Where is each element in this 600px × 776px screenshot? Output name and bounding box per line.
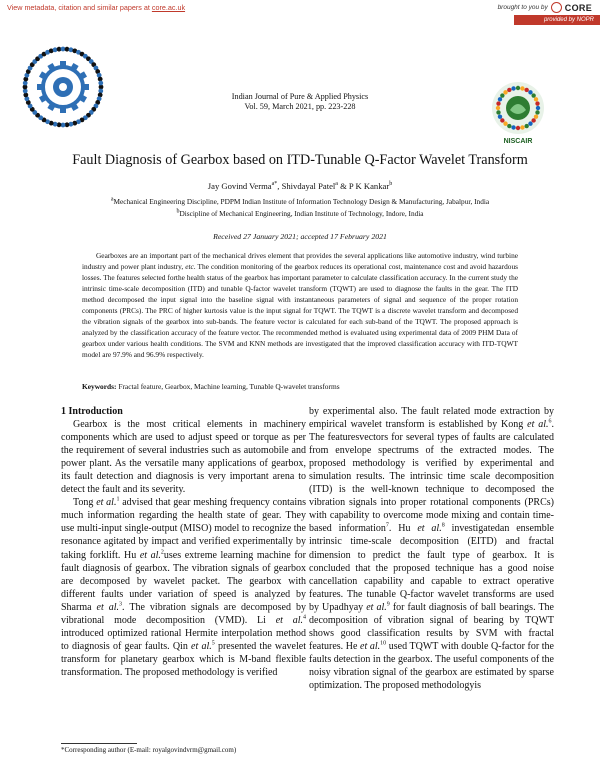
csir-emblem-icon [20,44,106,130]
intro-paragraph-3: by experimental also. The fault related mode extraction by empirical wavelet transform is established by Kong et al.$^6$. The featuresvectors for several types of faults are calculated from envelope spectrums of the extracted modes. The proposed methodology is verified by experimental and simulation results. The intrinsic time scale decomposition (ITD) is the well-known technique to decomposed the vibration signals into proper rotational components (PRCs) with capability to overcome mode mixing and contain time-based information$^7$. Hu et al.$^8$ investigatedan ensemble intrinsic time-scale decomposition (EITD) and fractal dimension to predict the fault type of gearbox. It is concluded that the proposed technique has a good noise cancellation capability and capable to extract operative features. The tunable Q-factor wavelet transforms are used by Upadhyay et al.$^9$ for fault diagnosis of ball bearings. The decomposition of vibration signal of bearing by TQWT shows good classification results by SVM with fractal features. He et al.$^{10}$ used TQWT with double Q-factor for the faults detection in the gearbox. The useful components of the noisy vibration signal of the gearbox are estimated by sparse optimization. The proposed methodologyis [309,406,554,691]
core-brand-name: CORE [564,2,592,13]
niscair-logo-icon [490,80,546,136]
journal-name: Indian Journal of Pure & Applied Physics [231,92,369,101]
core-banner [0,0,600,26]
intro-left-column [61,405,306,679]
brought-text: brought to you by [497,4,548,11]
core-metadata-link[interactable]: View metadata, citation and similar papers at core.ac.uk [7,3,186,12]
intro-paragraph-1: Gearbox is the most critical elements in machinery components which are used to adjust speed or torque as per the requirement of several industries such as automobile and power plant. As the versatile many applications of gearbox, its fault detection and diagnosis is very important arena to detect the fault and its severity. [61,419,306,496]
abstract: Gearboxes are an important part of the mechanical drives element that provides the several applications like automotive industry, wind turbine industry and power plant industry, etc. The condition monitoring of the gearbox reduces its operational cost, maintenance cost and avoid hazardous losses. The features selected forthe health status of the gearbox has important parameter to calculate classification accuracy. In the current study the intrinsic time-scale decomposition (ITD) and tunable Q-factor wavelet transform (TQWT) are used to diagnose the faults in the gear. The ITD method decomposed the input signal into the baseline signal with instantaneous parameters of signal and sequence of the proper rotation components (PRCs). The PRC of higher kurtosis value is the input signal for TQWT. The TQWT is a discrete wavelet transform and decomposed the vibration signals of the gearbox into sub-bands. The feature vector is calculated for each sub-band of the TQWT. The proposed approach is analyzed by the classification accuracy of the feature vector. The recommended method is evaluated using experimental data of 2009 PHM Data of gearbox under various health conditions. The SVM and KNN methods are investigated that the improved classification accuracy with ITD-TQWT model are 97.9% and 96.9% respectively. [82,251,518,360]
section-heading: 1 Introduction [61,406,123,417]
journal-volume: Vol. 59, March 2021, pp. 223-228 [244,102,356,111]
keywords: Keywords: Fractal feature, Gearbox, Machine learning, Tunable Q-wavelet transforms [82,382,340,391]
intro-right-column [309,405,554,692]
author-list: Jay Govind Verma$^{a*}$, Shivdayal Patel$^a$ & P K Kankar$^b$ [207,181,393,191]
affiliation-a: $^a$Mechanical Engineering Discipline, PDPM Indian Institute of Information Technology Design & Manufacturing, Jabalpur, India [110,196,490,206]
provided-by-badge: provided by NOPR [514,15,600,25]
corresponding-author-footnote: *Corresponding author (E-mail: royalgovindvrm@gmail.com) [61,746,237,754]
footnote-rule [61,743,137,744]
received-date: Received 27 January 2021; accepted 17 February 2021 [213,232,387,241]
affiliation-b: $^b$Discipline of Mechanical Engineering, Indian Institute of Technology, Indore, India [176,208,424,218]
core-brand[interactable] [498,2,592,13]
niscair-logo-text: NISCAIR [503,138,533,145]
intro-paragraph-2: Tong et al.$^1$ advised that gear meshing frequency contains much information regarding the health state of gear. They use multi-input single-output (MISO) model to recognize the resonance agitated by impact and verified experimentally by taking forklift. Hu et al.$^2$uses extreme learning machine for fault diagnosis of gearbox. The vibration signals of gearbox are decomposed by wavelet packet. The gearbox with different faults under variation of speed is analyzed by Sharma et al.$^3$. The vibration signals are decomposed by vibrational mode decomposition (VMD). Li et al.$^4$ introduced optimized rational Hermite interpolation method to diagnosis of gear faults. Qin et al.$^5$ presented the wavelet transform for planetary gearbox which is M-band flexible transformation. The proposed methodology is verified [61,497,306,678]
paper-title: Fault Diagnosis of Gearbox based on ITD-Tunable Q-Factor Wavelet Transform [72,152,528,168]
core-logo-icon [551,2,562,13]
